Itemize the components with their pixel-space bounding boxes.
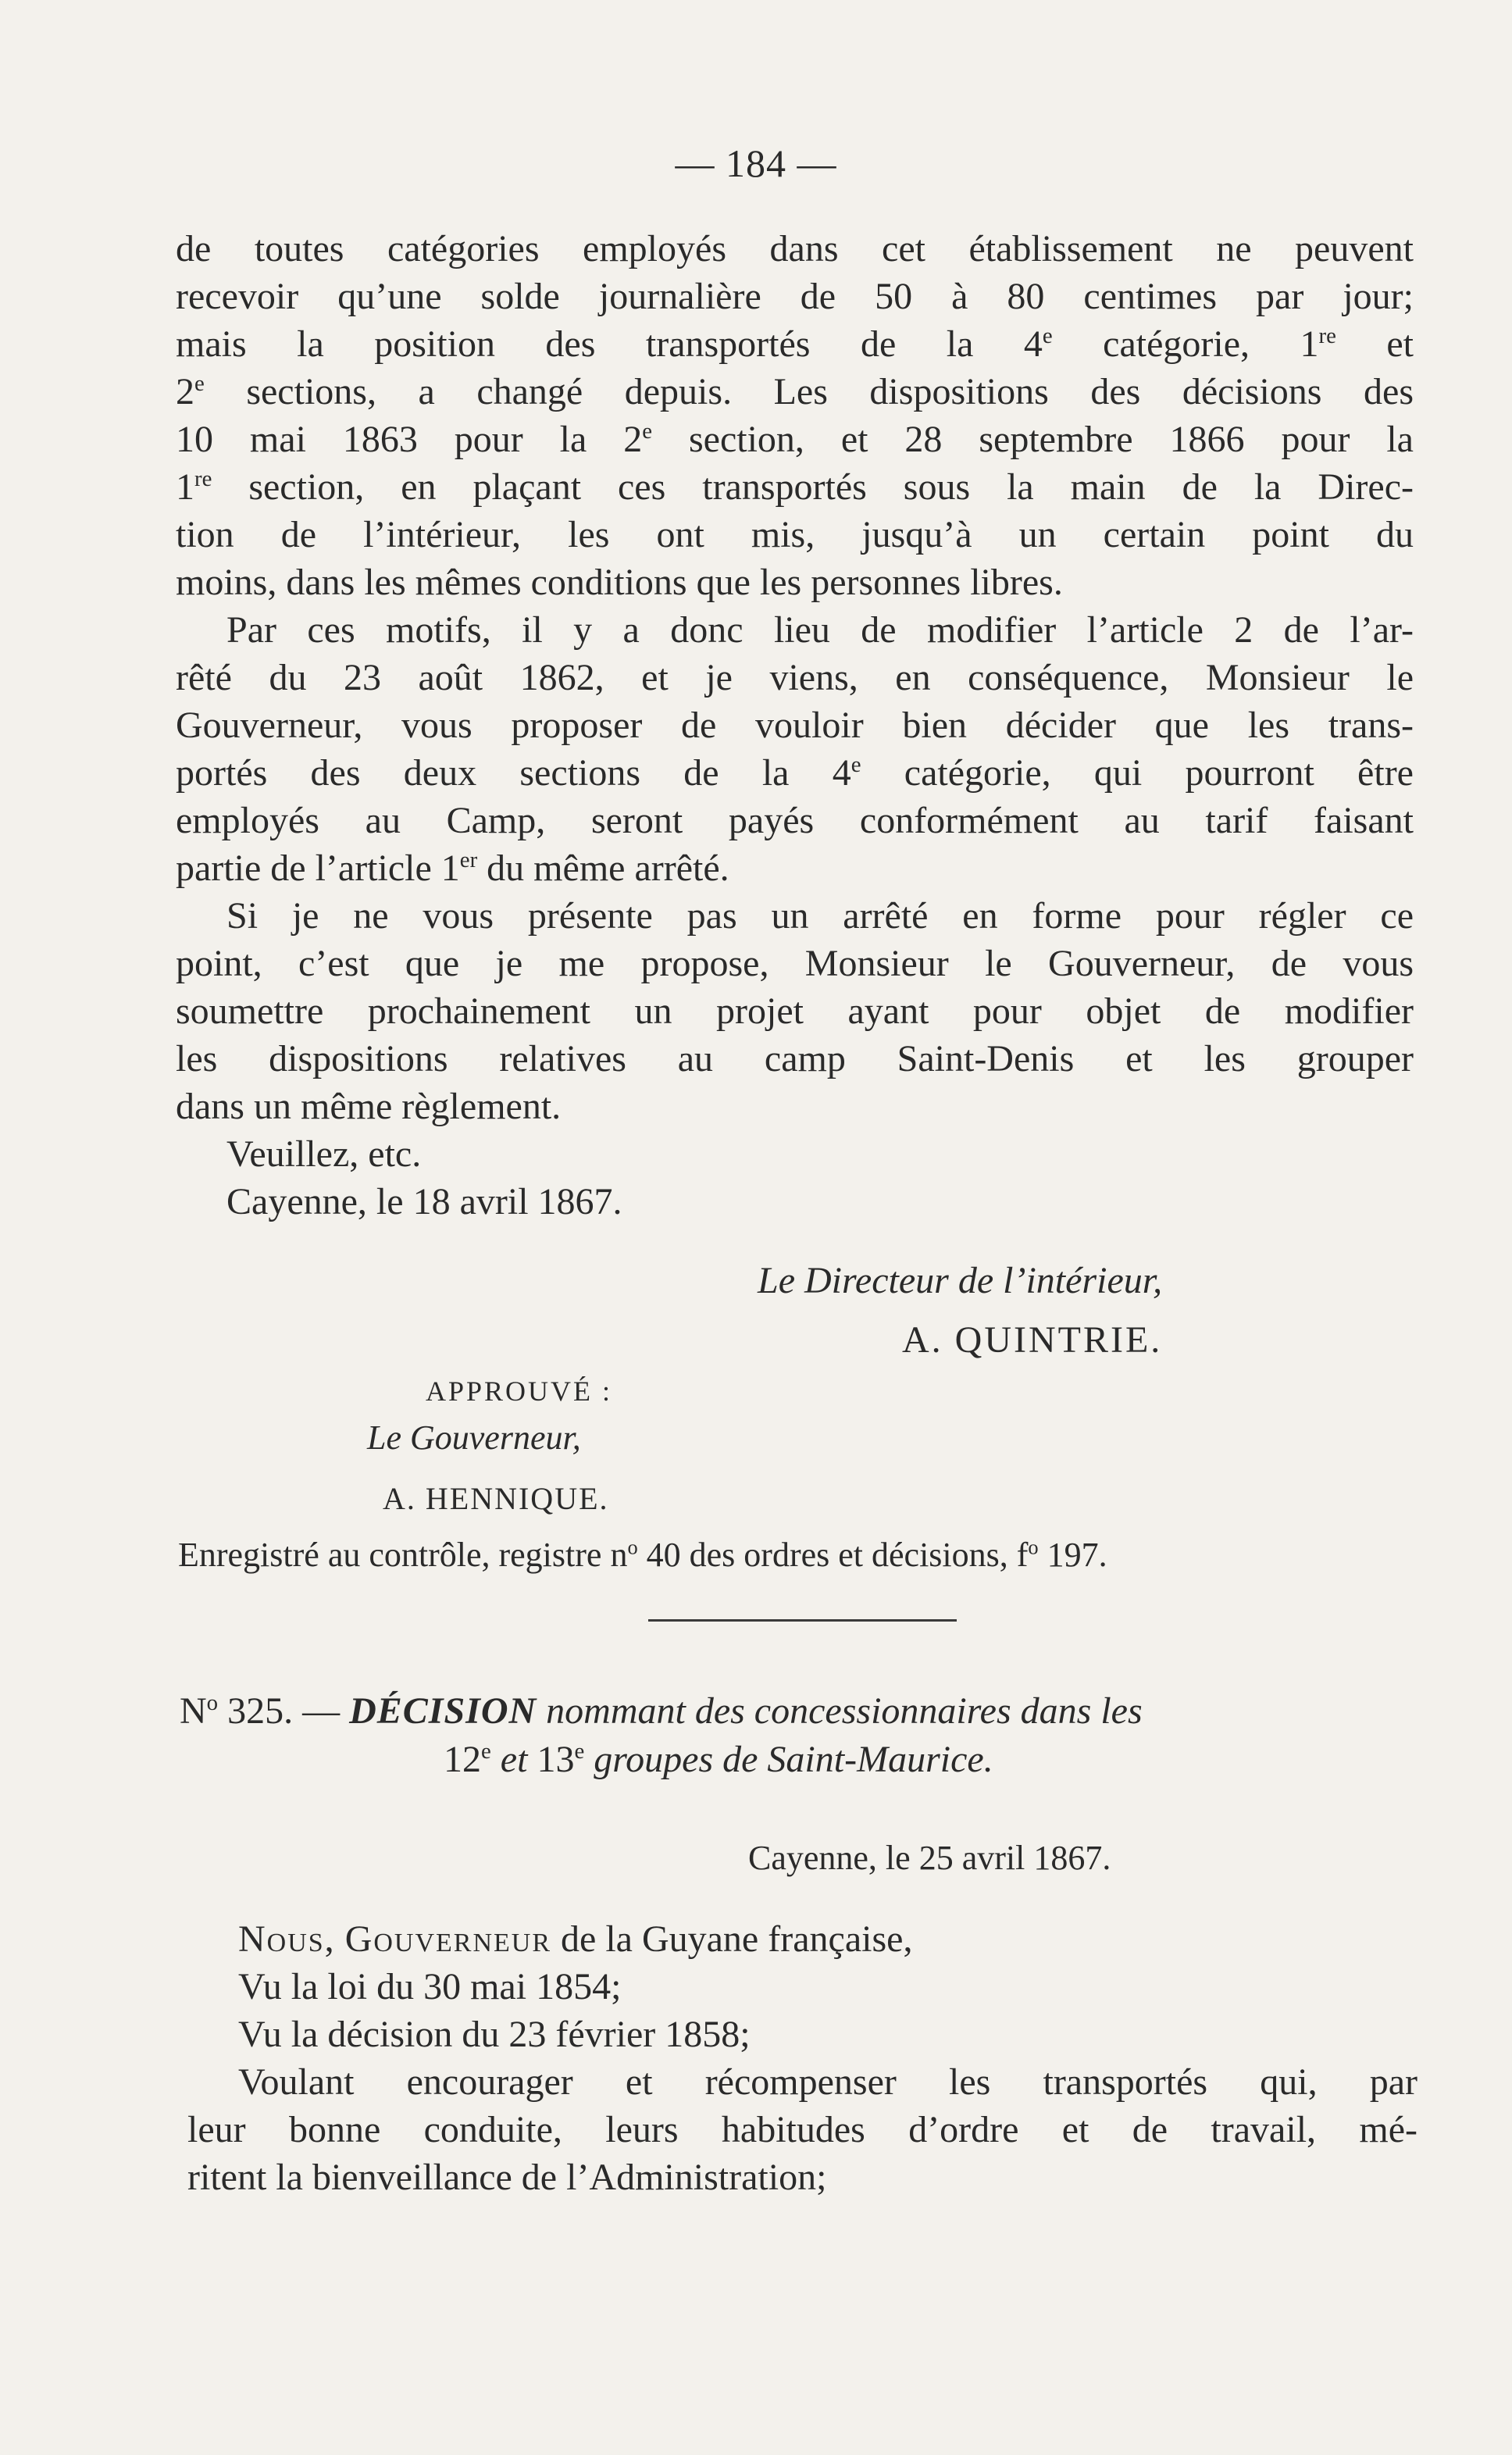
vu-line: Vu la loi du 30 mai 1854;: [238, 1966, 622, 2007]
decision-heading-line: $N^o$ 325. — DÉCISION nommant des concessionnaires dans les: [180, 1690, 1143, 1732]
governor-title: Le Gouverneur,: [367, 1418, 581, 1457]
decision-date: Cayenne, le 25 avril 1867.: [748, 1839, 1111, 1877]
text-line: point, c’est que je me propose, Monsieur le Gouverneur, de vous: [176, 943, 1414, 984]
text-line: partie de l’article 1er du même arrêté.: [176, 847, 729, 889]
text-line: Si je ne vous présente pas un arrêté en forme pour régler ce: [226, 895, 1414, 937]
decision-title: nommant des concessionnaires dans les: [546, 1690, 1143, 1732]
text-line: employés au Camp, seront payés conformément au tarif faisant: [176, 800, 1414, 841]
decision-body: [187, 1915, 1418, 2201]
closing-formula: Veuillez, etc.: [226, 1133, 422, 1175]
governor-name: A. HENNIQUE.: [383, 1481, 609, 1516]
vu-line: Vu la décision du 23 février 1858;: [238, 2014, 751, 2055]
text-line: mais la position des transportés de la 4e catégorie, 1re et: [176, 323, 1414, 365]
paragraph-3: [176, 892, 1414, 1130]
text-line: de toutes catégories employés dans cet établissement ne peuvent: [176, 228, 1414, 269]
signature-name: A. QUINTRIE.: [902, 1319, 1163, 1361]
paragraph-1: [176, 225, 1414, 606]
approval-label: APPROUVÉ :: [426, 1376, 613, 1407]
decision-dash: —: [302, 1690, 341, 1732]
text-line: portés des deux sections de la 4e catégorie, qui pourront être: [176, 752, 1414, 794]
paragraph-2: [176, 606, 1414, 892]
text-line: leur bonne conduite, leurs habitudes d’ordre et de travail, mé-: [187, 2109, 1418, 2150]
text-line: moins, dans les mêmes conditions que les personnes libres.: [176, 562, 1063, 603]
text-line: 2e sections, a changé depuis. Les dispositions des décisions des: [176, 371, 1414, 412]
letter-body: [176, 225, 1414, 1226]
text-line: 1re section, en plaçant ces transportés sous la main de la Direc-: [176, 466, 1414, 508]
signature-title: Le Directeur de l’intérieur,: [758, 1260, 1163, 1301]
text-line: 10 mai 1863 pour la 2e section, et 28 septembre 1866 pour la: [176, 419, 1414, 460]
text-line: recevoir qu’une solde journalière de 50 à 80 centimes par jour;: [176, 276, 1414, 317]
text-line: Voulant encourager et récompenser les transportés qui, par: [238, 2061, 1418, 2103]
text-line: tion de l’intérieur, les ont mis, jusqu’à un certain point du: [176, 514, 1414, 555]
place-date: Cayenne, le 18 avril 1867.: [226, 1181, 622, 1222]
decision-heading-line-2: 12e et 13e groupes de Saint-Maurice.: [444, 1739, 993, 1780]
text-line: dans un même règlement.: [176, 1086, 562, 1127]
registration-note: Enregistré au contrôle, registre $n^o$ 40 des ordres et décisions, $f^o$ 197.: [178, 1535, 1107, 1574]
text-line: les dispositions relatives au camp Saint-Denis et les grouper: [176, 1038, 1414, 1079]
text-line: ritent la bienveillance de l’Administration;: [187, 2157, 827, 2198]
text-line: soumettre prochainement un projet ayant pour objet de modifier: [176, 990, 1414, 1032]
section-divider: [648, 1619, 957, 1622]
decision-word: DÉCISION: [349, 1690, 537, 1732]
text-line: Gouverneur, vous proposer de vouloir bien décider que les trans-: [176, 705, 1414, 746]
page-number: — 184 —: [675, 141, 837, 185]
decision-heading: [180, 1687, 1418, 1784]
text-line: rêté du 23 août 1862, et je viens, en conséquence, Monsieur le: [176, 657, 1414, 698]
text-line: Par ces motifs, il y a donc lieu de modifier l’article 2 de l’ar-: [226, 609, 1414, 651]
opening-line: Nous, Gouverneur de la Guyane française,: [238, 1918, 913, 1960]
